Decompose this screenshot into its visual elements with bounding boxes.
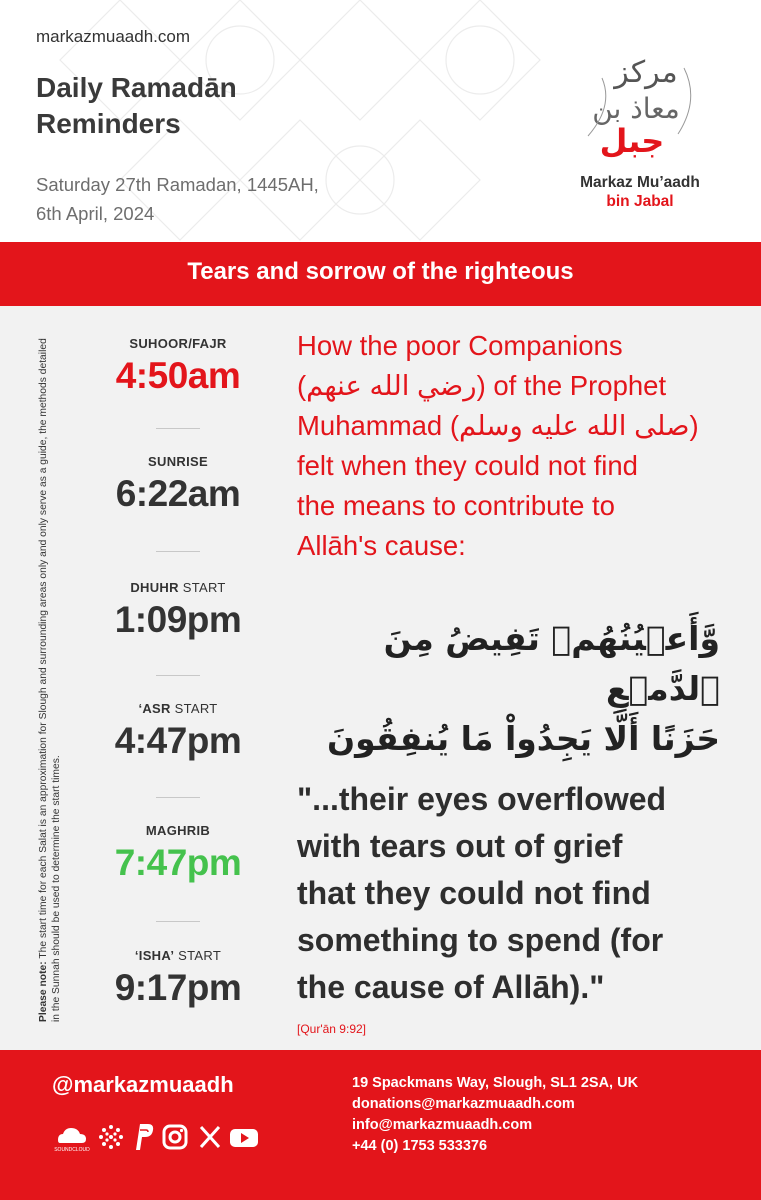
intro-line: (رضي الله عنهم) of the Prophet (297, 370, 667, 401)
donations-email[interactable]: donations@markazmuaadh.com (352, 1096, 575, 1112)
intro-line: Muhammad (صلى الله عليه وسلم) (297, 410, 699, 441)
intro-line: the means to contribute to (297, 490, 615, 521)
divider (156, 921, 200, 922)
info-email[interactable]: info@markazmuaadh.com (352, 1117, 533, 1133)
time-value: 1:09pm (114, 599, 242, 640)
title-line-1: Daily Ramadān (36, 72, 237, 103)
divider (156, 675, 200, 676)
divider (156, 428, 200, 429)
time-value: 9:17pm (114, 967, 242, 1008)
disclaimer-note (38, 332, 63, 1022)
page-title (36, 70, 237, 142)
intro-text (297, 326, 737, 566)
time-slot-dhuhr (88, 580, 268, 641)
verse-reference: [Qur'ān 9:92] (297, 1022, 366, 1036)
org-name-line-2: bin Jabal (606, 193, 674, 210)
quran-arabic-verse (300, 614, 720, 764)
instagram-icon[interactable] (160, 1120, 190, 1154)
phone-number[interactable]: +44 (0) 1753 533376 (352, 1138, 488, 1154)
time-value: 4:47pm (114, 720, 242, 761)
quote-line: with tears out of grief (297, 828, 623, 864)
site-url[interactable]: markazmuaadh.com (36, 27, 191, 46)
time-label: ‘ISHA’ START (134, 948, 222, 963)
verse-translation (297, 776, 737, 1011)
address: 19 Spackmans Way, Slough, SL1 2SA, UK (352, 1075, 639, 1091)
paypal-icon[interactable] (130, 1120, 156, 1154)
time-slot-maghrib (88, 823, 268, 884)
arabic-line-1: وَّأَعۡيُنُهُمۡ تَفِيضُ مِنَ ٱلدَّمۡعِ (383, 619, 720, 708)
youtube-icon[interactable] (228, 1120, 260, 1154)
date-line-1: Saturday 27th Ramadan, 1445AH, (36, 174, 319, 195)
org-name-line-1: Markaz Mu’aadh (580, 174, 700, 191)
arabic-line-2: حَزَنًا أَلَّا يَجِدُواْ مَا يُنفِقُونَ (326, 719, 720, 758)
social-handle[interactable]: @markazmuaadh (52, 1072, 234, 1097)
time-label: ‘ASR START (138, 701, 218, 716)
logo-text-1: مركز (614, 55, 678, 90)
quote-line: something to spend (for (297, 922, 664, 958)
time-slot-fajr (88, 336, 268, 397)
quote-line: "...their eyes overflowed (297, 781, 667, 817)
time-label: DHUHR START (130, 580, 226, 595)
markaz-logo (574, 48, 704, 160)
quote-line: the cause of Allāh)." (297, 969, 605, 1005)
logo-text-3: جبل (599, 122, 665, 160)
note-text: The start time for each Salat is an approximation for Slough and surrounding areas only and only serve as a guide, the methods detailed in the Sunnah should be used to determine the start times. (38, 338, 62, 1022)
date-text (36, 170, 319, 228)
time-label: SUNRISE (148, 454, 208, 469)
note-label: Please note: (38, 961, 49, 1022)
soundcloud-icon[interactable] (52, 1120, 92, 1154)
logo-text-2: معاذ بن (592, 92, 680, 125)
time-label: SUHOOR/FAJR (129, 336, 227, 351)
intro-line: Allāh's cause: (297, 530, 466, 561)
divider (156, 551, 200, 552)
contact-details (352, 1073, 638, 1157)
time-slot-asr (88, 701, 268, 762)
quote-line: that they could not find (297, 875, 651, 911)
time-value: 7:47pm (114, 842, 242, 883)
intro-line: How the poor Companions (297, 330, 623, 361)
date-line-2: 6th April, 2024 (36, 203, 155, 224)
time-value: 6:22am (115, 473, 241, 514)
soundcloud-label: SOUNDCLOUD (54, 1147, 90, 1153)
time-label: MAGHRIB (145, 823, 211, 838)
intro-line: felt when they could not find (297, 450, 638, 481)
time-slot-isha (88, 948, 268, 1009)
time-value: 4:50am (115, 355, 241, 396)
title-line-2: Reminders (36, 108, 181, 139)
dots-icon[interactable] (96, 1120, 126, 1154)
time-slot-sunrise (88, 454, 268, 515)
banner-title: Tears and sorrow of the righteous (187, 258, 574, 285)
x-icon[interactable] (196, 1120, 224, 1154)
divider (156, 797, 200, 798)
